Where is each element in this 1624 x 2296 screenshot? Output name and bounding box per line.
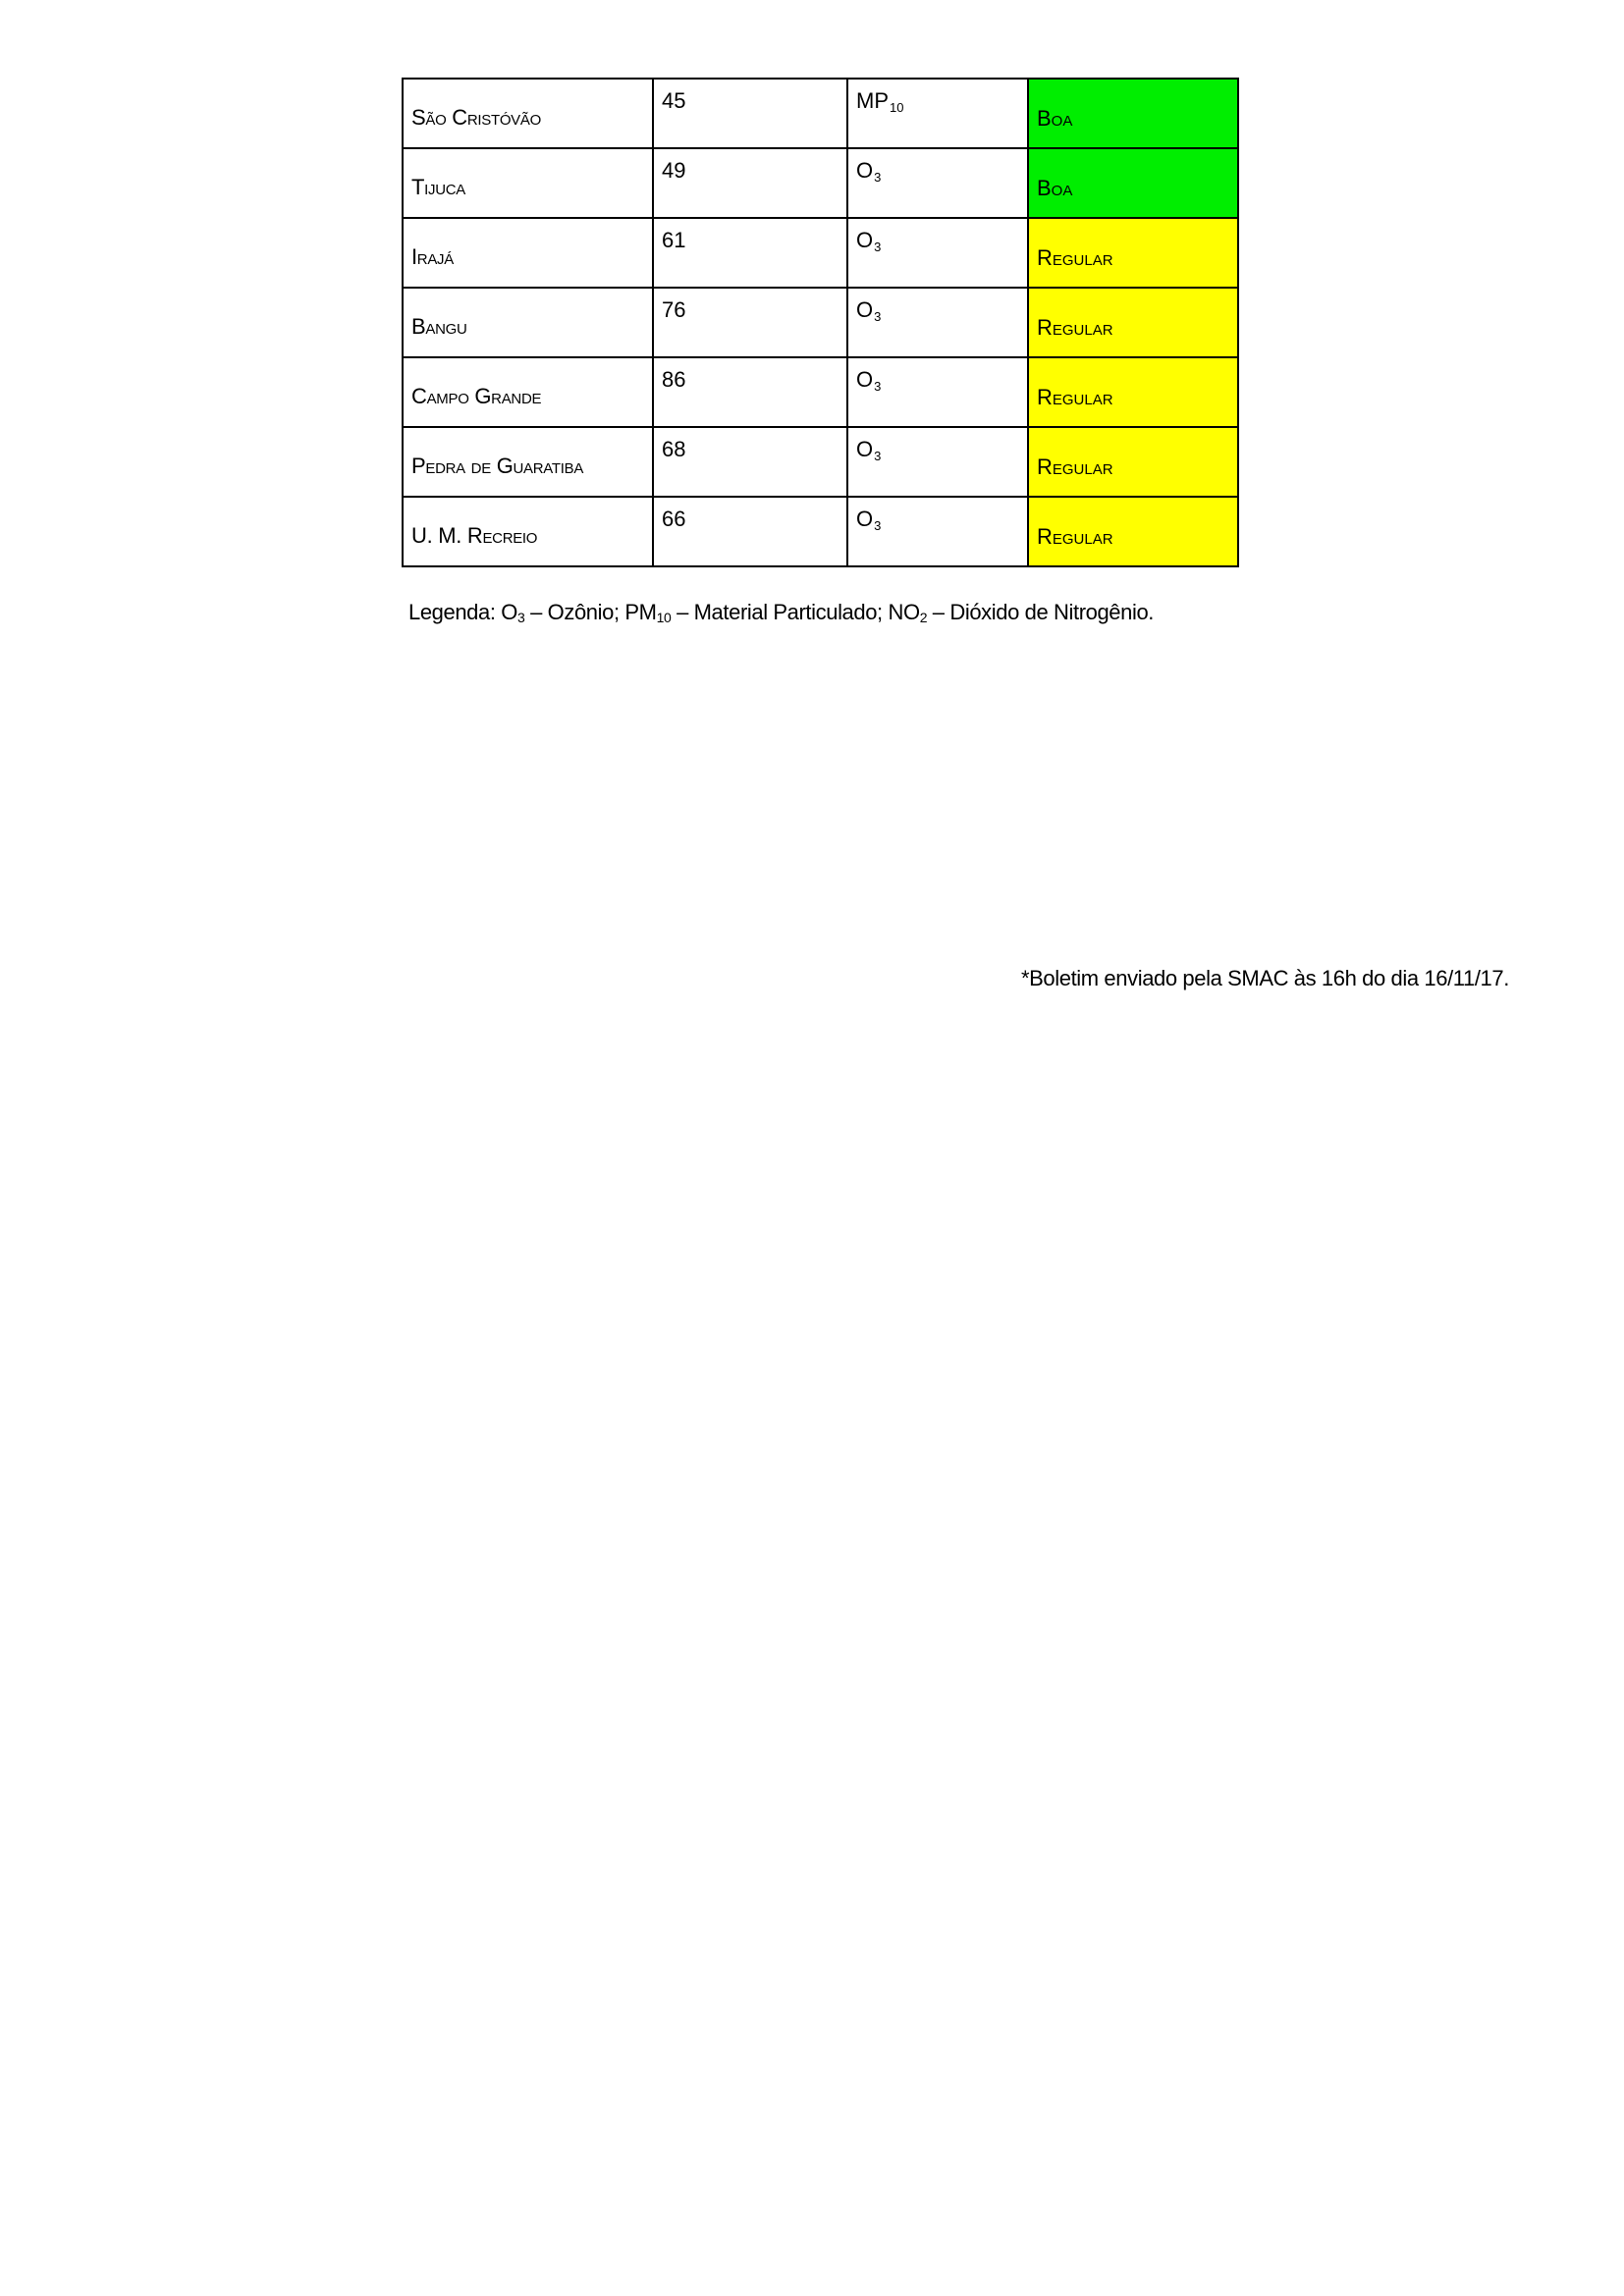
index-cell (653, 427, 847, 497)
station-name: Irajá (411, 244, 454, 269)
pollutant-symbol: O (856, 297, 874, 322)
quality-cell (1028, 148, 1238, 218)
pollutant-subscript: 3 (874, 379, 882, 394)
pollutant (856, 158, 881, 185)
air-quality-index: 68 (662, 437, 686, 461)
station-name: Tijuca (411, 175, 465, 199)
table-row (403, 357, 1238, 427)
table-row (403, 427, 1238, 497)
table-row (403, 148, 1238, 218)
pollutant (856, 297, 881, 324)
pollutant-symbol: MP (856, 88, 889, 113)
quality-cell (1028, 218, 1238, 288)
air-quality-index: 66 (662, 507, 686, 531)
air-quality-index: 49 (662, 158, 686, 183)
air-quality-index: 76 (662, 297, 686, 322)
legend-pm-description: – Material Particulado; NO (671, 600, 920, 624)
station-name: São Cristóvão (411, 105, 541, 130)
legend-no2-subscript: 2 (919, 610, 928, 625)
pollutant-cell (847, 148, 1028, 218)
legend-o3-description: – Ozônio; PM (524, 600, 657, 624)
bulletin-note: *Boletim enviado pela SMAC às 16h do dia 16/11/17. (1021, 966, 1509, 990)
pollutant-subscript: 3 (874, 518, 882, 533)
station-cell (403, 288, 653, 357)
pollutant-symbol: O (856, 158, 874, 183)
quality-label: Boa (1037, 176, 1073, 200)
table-legend (408, 600, 1154, 625)
pollutant (856, 437, 881, 463)
pollutant-cell (847, 79, 1028, 148)
station-name: U. M. Recreio (411, 523, 538, 548)
legend-no2-description: – Dióxido de Nitrogênio. (927, 600, 1154, 624)
pollutant-subscript: 3 (874, 309, 882, 324)
pollutant-subscript: 10 (890, 100, 904, 115)
pollutant-symbol: O (856, 228, 874, 252)
table-row (403, 497, 1238, 566)
pollutant-cell (847, 357, 1028, 427)
table-row (403, 288, 1238, 357)
pollutant-subscript: 3 (874, 449, 882, 463)
station-cell (403, 79, 653, 148)
quality-cell (1028, 427, 1238, 497)
air-quality-table-body (403, 79, 1238, 566)
legend-o3-subscript: 3 (517, 610, 525, 625)
station-cell (403, 218, 653, 288)
pollutant-cell (847, 497, 1028, 566)
index-cell (653, 497, 847, 566)
index-cell (653, 218, 847, 288)
table-row (403, 218, 1238, 288)
pollutant-cell (847, 427, 1028, 497)
air-quality-index: 45 (662, 88, 686, 113)
station-name: Campo Grande (411, 384, 542, 408)
air-quality-index: 86 (662, 367, 686, 392)
table-row (403, 79, 1238, 148)
pollutant-symbol: O (856, 507, 874, 531)
pollutant-symbol: O (856, 437, 874, 461)
quality-label: Regular (1037, 245, 1113, 270)
pollutant-symbol: O (856, 367, 874, 392)
index-cell (653, 357, 847, 427)
quality-label: Regular (1037, 454, 1113, 479)
air-quality-table (402, 78, 1239, 567)
quality-label: Boa (1037, 106, 1073, 131)
index-cell (653, 288, 847, 357)
air-quality-index: 61 (662, 228, 686, 252)
pollutant-cell (847, 288, 1028, 357)
quality-cell (1028, 357, 1238, 427)
legend-prefix: Legenda: O (408, 600, 517, 624)
quality-cell (1028, 79, 1238, 148)
pollutant (856, 367, 881, 394)
station-cell (403, 427, 653, 497)
pollutant (856, 507, 881, 533)
quality-label: Regular (1037, 315, 1113, 340)
index-cell (653, 79, 847, 148)
pollutant (856, 88, 903, 115)
legend-pm-subscript: 10 (656, 610, 672, 625)
station-cell (403, 148, 653, 218)
pollutant-subscript: 3 (874, 240, 882, 254)
quality-label: Regular (1037, 385, 1113, 409)
quality-cell (1028, 497, 1238, 566)
station-name: Bangu (411, 314, 467, 339)
station-cell (403, 357, 653, 427)
station-name: Pedra de Guaratiba (411, 454, 584, 478)
pollutant-cell (847, 218, 1028, 288)
index-cell (653, 148, 847, 218)
quality-cell (1028, 288, 1238, 357)
quality-label: Regular (1037, 524, 1113, 549)
pollutant (856, 228, 881, 254)
station-cell (403, 497, 653, 566)
pollutant-subscript: 3 (874, 170, 882, 185)
